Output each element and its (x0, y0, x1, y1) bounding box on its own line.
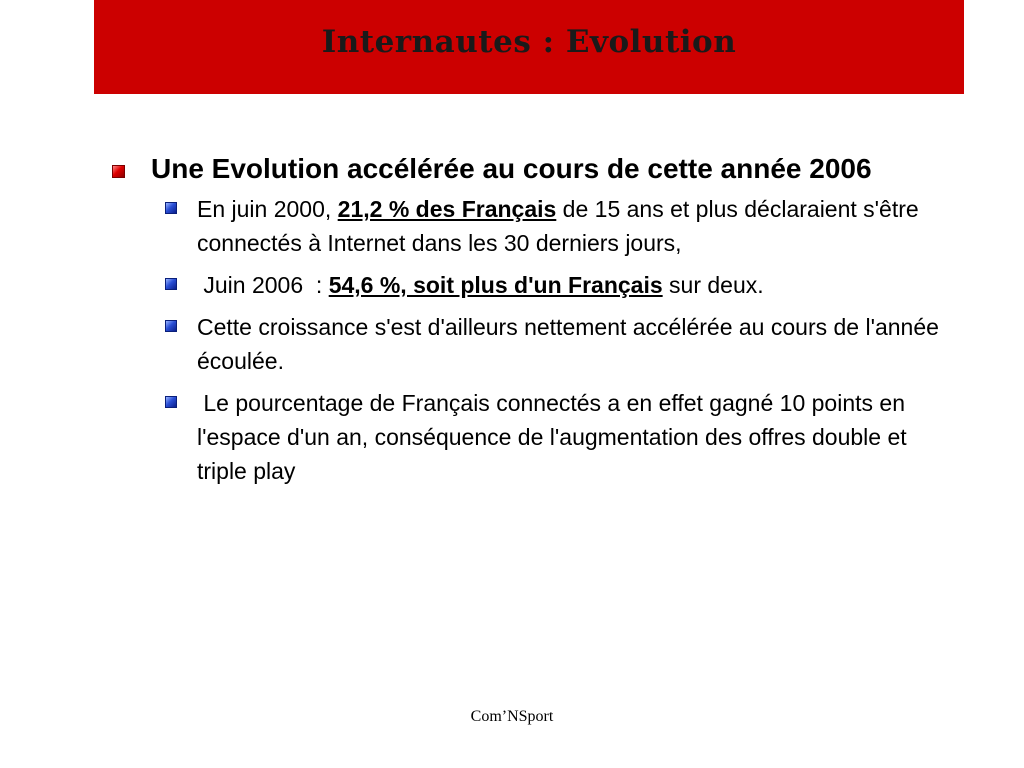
sub-bullet-item (165, 386, 952, 488)
blue-square-bullet-icon (165, 320, 177, 332)
sub-point-text: Cette croissance s'est d'ailleurs nettement accélérée au cours de l'année écoulée. (197, 314, 939, 374)
main-bullet-item (112, 152, 952, 186)
blue-square-bullet-icon (165, 202, 177, 214)
main-point-text: Une Evolution accélérée au cours de cette année 2006 (151, 153, 872, 184)
sub-bullet-item (165, 310, 952, 378)
slide-title: Internautes : Evolution (321, 24, 737, 60)
sub-point-suffix: de 15 ans et plus déclaraient s'être connectés à Internet dans les 30 derniers jours, (197, 196, 919, 256)
sub-bullet-list (112, 192, 952, 488)
blue-square-bullet-icon (165, 278, 177, 290)
sub-point-emphasis: 54,6 %, soit plus d'un Français (328, 272, 663, 298)
title-bar (94, 0, 964, 94)
sub-point-prefix: En juin 2000, (197, 196, 338, 222)
sub-point-text: Le pourcentage de Français connectés a en effet gagné 10 points en l'espace d'un an, conséquence de l'augmentation des offres double et triple play (197, 390, 914, 484)
slide-content (112, 152, 952, 496)
sub-bullet-item (165, 192, 952, 260)
sub-point-emphasis: 21,2 % des Français (337, 196, 557, 222)
sub-bullet-item (165, 268, 952, 302)
sub-point-suffix: sur deux. (662, 272, 764, 298)
sub-point-text (197, 268, 952, 302)
sub-point-text (197, 192, 952, 260)
slide-footer: Com’NSport (470, 708, 554, 725)
sub-point-prefix: Juin 2006 : (197, 272, 329, 298)
blue-square-bullet-icon (165, 396, 177, 408)
red-square-bullet-icon (112, 165, 125, 178)
